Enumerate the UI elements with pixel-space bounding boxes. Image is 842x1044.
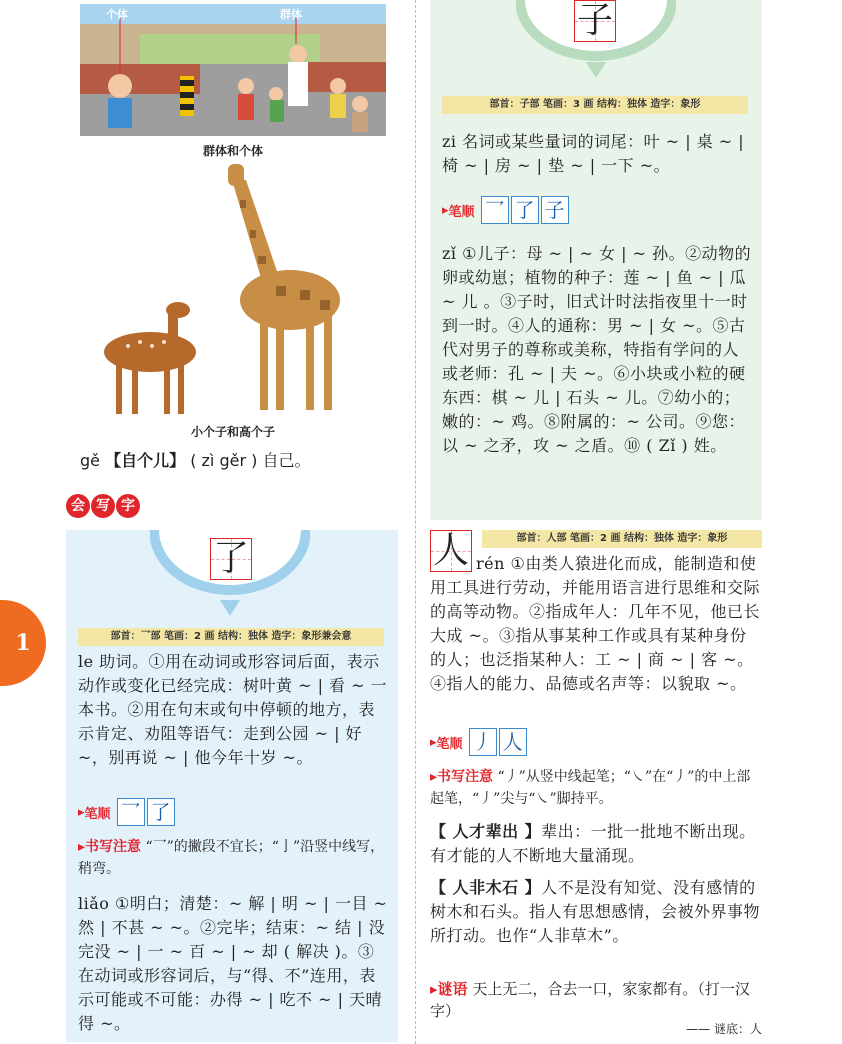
ren-idiom-1-title: 【 人才辈出 】 [430,822,542,841]
le-stroke-2: 了 [147,798,175,826]
label-group: 群体 [280,8,302,21]
ren-stroke-order: ▸ 笔顺 丿 人 [430,728,527,756]
zi-stroke-1: 乛 [481,196,509,224]
ren-riddle-label: 谜语 [437,980,468,998]
zi-stroke-3: 子 [541,196,569,224]
ren-writing-note: ▸书写注意 “丿”从竖中线起笔；“㇏”在“丿”的中上部起笔，“丿”尖与“㇏”脚持平。 [430,769,751,807]
ren-idiom-2-title: 【 人非木石 】 [430,878,542,897]
ren-riddle: ▸谜语 天上无二，合去一口，家家都有。（打一汉字） [430,980,750,1020]
le-char-box: 了 [210,538,252,580]
badge-char-1: 会 [66,494,90,518]
section-title-badge [66,494,141,518]
ge-word: 【自个儿】 [105,451,186,470]
le-note-label: 书写注意 [85,839,142,855]
ren-riddle-text: 天上无二，合去一口，家家都有。（打一汉字） [430,980,750,1020]
zi-char-box: 子 [574,0,616,42]
le-paragraph-1: le 助词。①用在动词或形容词后面，表示动作或变化已经完成：树叶黄 ~ | 看 ~ 一本书。②用在句末或句中停顿的地方，表示肯定、劝阻等语气：走到公园 ~ | 好 ~，别再说 ~ | 他今年十岁 ~。 [78,652,388,767]
ren-note-text: “丿”从竖中线起笔；“㇏”在“丿”的中上部起笔，“丿”尖与“㇏”脚持平。 [430,769,751,807]
le-stroke-order: ▸ 笔顺 乛 了 [78,798,175,826]
badge-char-3: 字 [116,494,140,518]
giraffe-deer-photo [80,160,386,420]
group-individual-photo [80,4,386,136]
label-individual: 个体 [106,8,128,21]
zi-paragraph-1: zi 名词或某些量词的词尾：叶 ~ | 桌 ~ | 椅 ~ | 房 ~ | 垫 ~ | 一下 ~。 [442,132,745,175]
le-stroke-label: 笔顺 [84,806,111,822]
zi-card [430,0,762,520]
le-note-text: “乛”的撇段不宜长；“亅”沿竖中线写，稍弯。 [78,839,385,877]
zi-paragraph-2: zǐ ①儿子：母 ~ | ~ 女 | ~ 孙。②动物的卵或幼崽；植物的种子：莲 ~ | 鱼 ~ | 瓜 ~ 儿 。③子时，旧式计时法指夜里十一时到一时。④人的通称：男 ~ | 女 ~。⑤古代对男子的尊称或美称，特指有学问的人或老师：孔 ~ | 夫 ~。⑥小块或小粒的硬东西：棋 ~ 儿 | 石头 ~ 儿。⑦幼小的；嫩的：~ 鸡。⑧附属的：~ 公司。⑨您：以 ~ 之矛，攻 ~ 之盾。⑩ ( Zǐ ) 姓。 [442,244,752,455]
ren-idiom-1 [430,820,762,868]
page-number-tab: 1 [0,600,46,686]
photo2-caption: 小个子和高个子 [190,425,275,439]
ge-definition [80,448,400,471]
le-stroke-1: 乛 [117,798,145,826]
zi-stroke-label: 笔顺 [448,204,475,220]
ren-riddle-answer: —— 谜底：人 [686,1022,762,1036]
badge-char-2: 写 [91,494,115,518]
ren-note-label: 书写注意 [437,769,494,785]
ren-char-box: 人 [430,530,472,572]
ge-pinyin: gě [80,451,100,470]
zi-stroke-order: ▸ 笔顺 乛 了 子 [442,196,569,224]
zi-info-bar: 部首：子部 笔画：3 画 结构：独体 造字：象形 [442,96,748,114]
ge-reading: ( zì gěr ) [190,451,258,470]
column-divider [415,0,416,1044]
ren-info-bar: 部首：人部 笔画：2 画 结构：独体 造字：象形 [482,530,762,548]
ren-paragraph: rén ①由类人猿进化而成，能制造和使用工具进行劳动，并能用语言进行思维和交际的高等动物。②指成年人：几年不见，他已长大成 ~。③指从事某种工作或具有某种身份的人；也泛指某种人：工 ~ | 商 ~ | 客 ~。④指人的能力、品德或名声等：以貌取 ~。 [430,554,761,693]
ren-idiom-1-text: 辈出：一批一批地不断出现。有才能的人不断地大量涌现。 [430,822,756,865]
ren-stroke-2: 人 [499,728,527,756]
le-card [66,530,398,1042]
ge-meaning: 自己。 [262,451,311,470]
le-info-bar: 部首：乛部 笔画：2 画 结构：独体 造字：象形兼会意 [78,628,384,646]
photo1-caption: 群体和个体 [202,144,263,158]
ren-stroke-label: 笔顺 [436,736,463,752]
zi-stroke-2: 了 [511,196,539,224]
ren-stroke-1: 丿 [469,728,497,756]
le-paragraph-2: liǎo ①明白；清楚：~ 解 | 明 ~ | 一目 ~ 然 | 不甚 ~ ~。②完毕；结束：~ 结 | 没完没 ~ | 一 ~ 百 ~ | ~ 却 ( 解决 )。③在动词或形容词后，与“得、不”连用，表示可能或不可能：办得 ~ | 吃不 ~ | 天晴得 ~。 [78,894,388,1033]
le-writing-note: ▸书写注意 “乛”的撇段不宜长；“亅”沿竖中线写，稍弯。 [78,839,385,877]
ren-idiom-2-text: 人不是没有知觉、没有感情的树木和石头。指人有思想感情，会被外界事物所打动。也作“人非草木”。 [430,878,761,945]
ren-idiom-2 [430,876,762,948]
